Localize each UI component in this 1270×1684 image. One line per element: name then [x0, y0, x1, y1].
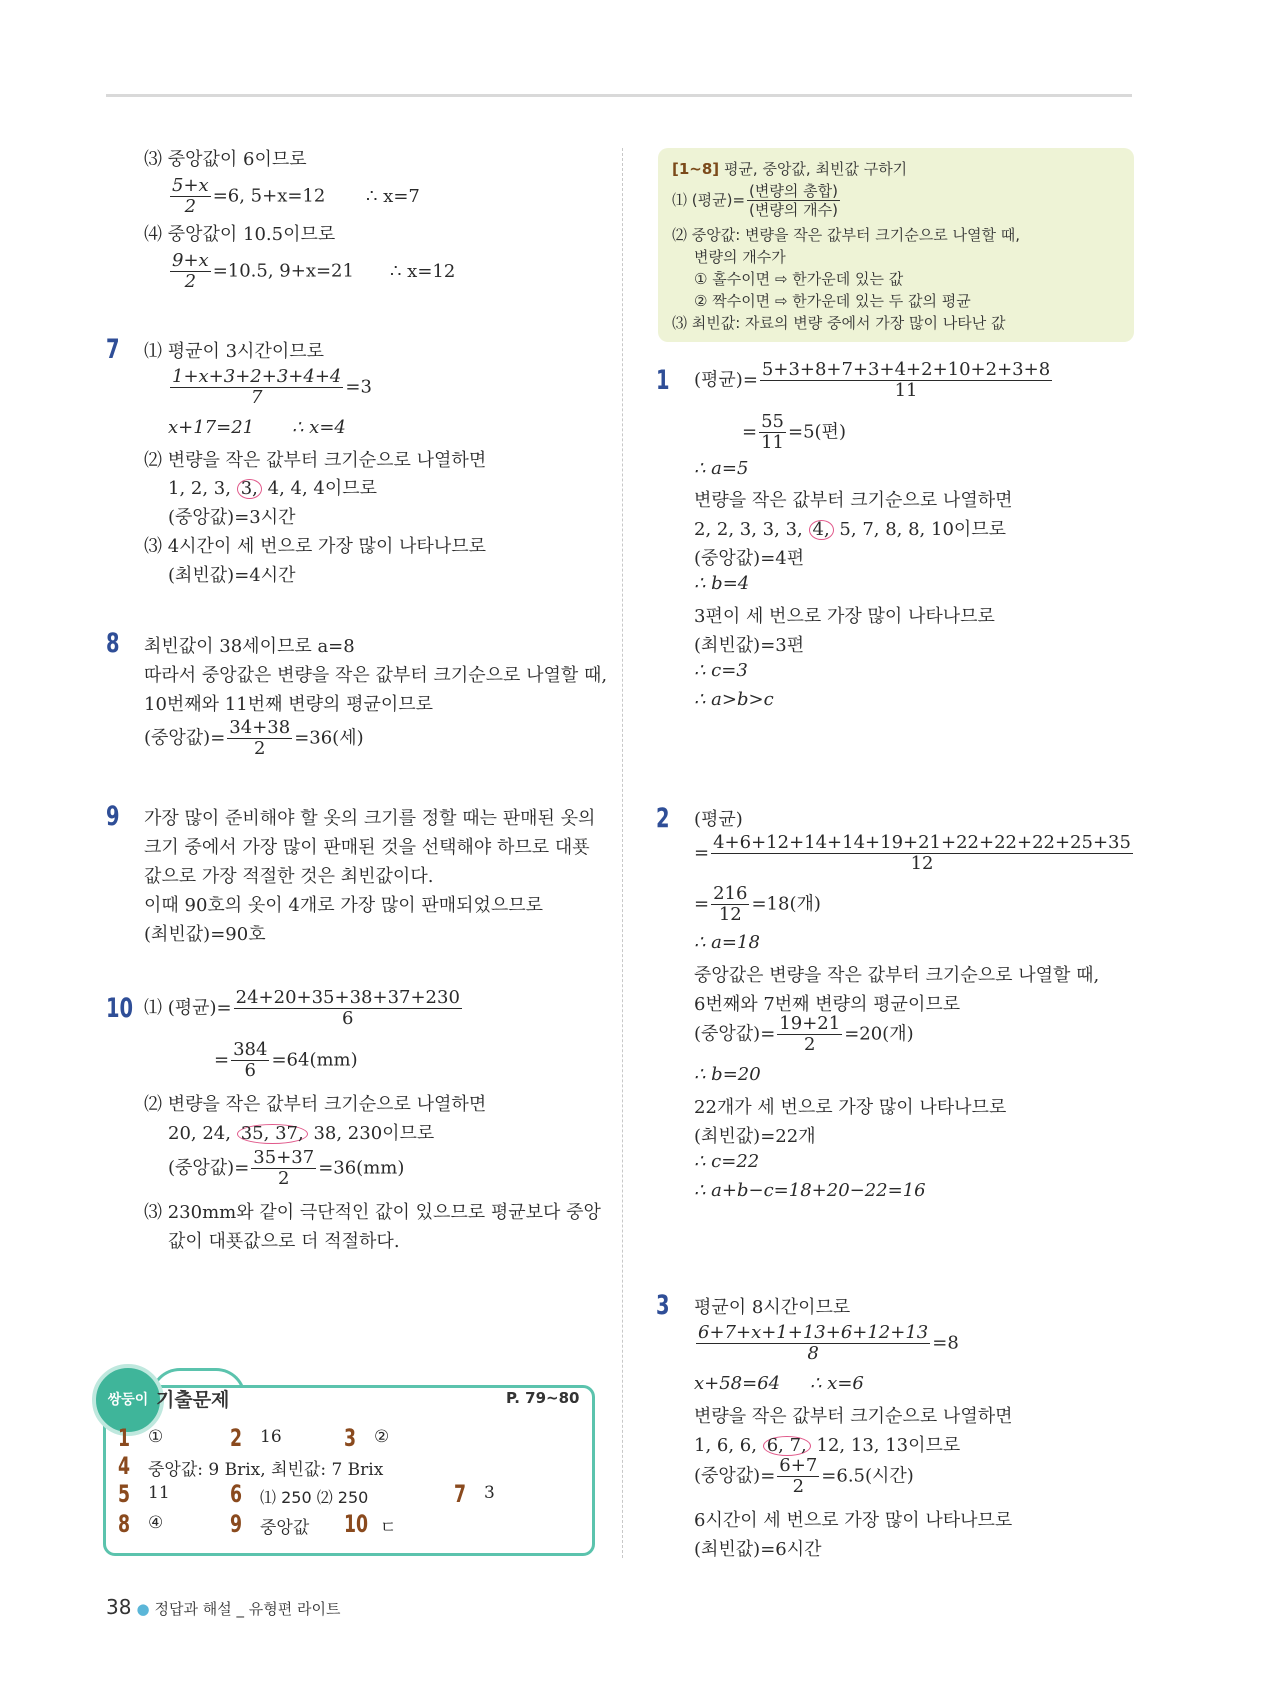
fraction: $\frac{5+x}{2}$	[172, 175, 209, 217]
q7-part2-median: (중앙값)=3시간	[168, 507, 296, 528]
fraction: $\frac{24+20+35+38+37+230}{6}$	[235, 987, 460, 1029]
q7-part1-equation: $\frac{1+x+3+2+3+4+4}{7}$ =3	[172, 366, 372, 408]
q7-part1-label: ⑴ 평균이 3시간이므로	[144, 341, 324, 362]
r3-mode: (최빈값)=6시간	[694, 1539, 822, 1560]
answer-number: 8	[118, 1510, 131, 1538]
answer-value: ⑴ 250 ⑵ 250	[260, 1488, 369, 1507]
r3-sequence: 1, 6, 6, 6, 7, 12, 13, 13이므로	[694, 1435, 961, 1456]
r2-mean: = $\frac{4+6+12+14+14+19+21+22+22+22+25+35}{12}$	[694, 832, 1131, 874]
bullet-icon: ●	[136, 1600, 150, 1618]
summary-box	[658, 148, 1134, 342]
question-number-10: 10	[106, 993, 134, 1024]
r1-compare: ∴ a>b>c	[694, 689, 774, 710]
answer-value: 3	[484, 1483, 495, 1503]
q9-line2: 크기 중에서 가장 많이 판매된 것을 선택해야 하므로 대푯	[144, 837, 590, 858]
q10-part2-median: (중앙값)= $\frac{35+37}{2}$ =36(mm)	[168, 1147, 405, 1189]
q9-line4: 이때 90호의 옷이 4개로 가장 많이 판매되었으므로	[144, 895, 544, 916]
answer-value: 16	[260, 1427, 282, 1447]
answer-number: 9	[230, 1510, 243, 1538]
page-footer	[106, 1595, 341, 1619]
summary-mode: ⑶ 최빈값: 자료의 변량 중에서 가장 많이 나타난 값	[672, 314, 1006, 332]
summary-median-line1: ⑵ 중앙값: 변량을 작은 값부터 크기순으로 나열할 때,	[672, 226, 1021, 244]
answer-value: ④	[148, 1513, 164, 1533]
exam-box-pages: P. 79~80	[506, 1389, 580, 1407]
answer-number: 1	[118, 1424, 131, 1452]
q9-line5: (최빈값)=90호	[144, 924, 266, 945]
answer-number: 10	[344, 1510, 369, 1538]
answer-value: 중앙값	[260, 1518, 310, 1538]
r3-line1: 평균이 8시간이므로	[694, 1297, 851, 1318]
q7-part2-sequence: 1, 2, 3, 3, 4, 4, 4이므로	[168, 478, 378, 499]
r1-sequence: 2, 2, 3, 3, 3, 4, 5, 7, 8, 8, 10이므로	[694, 519, 1007, 540]
page-number: 38	[106, 1595, 132, 1619]
q6-part4-label: ⑷ 중앙값이 10.5이므로	[144, 224, 336, 245]
r2-mode: (최빈값)=22개	[694, 1126, 816, 1147]
r3-line3: 6시간이 세 번으로 가장 많이 나타나므로	[694, 1510, 1013, 1531]
q7-part1-step: x+17=21	[168, 417, 255, 438]
answer-value: ㄷ	[380, 1518, 397, 1538]
r2-line1: 중앙값은 변량을 작은 값부터 크기순으로 나열할 때,	[694, 965, 1100, 986]
q7-part3-label: ⑶ 4시간이 세 번으로 가장 많이 나타나므로	[144, 536, 486, 557]
r3-step: x+58=64	[694, 1373, 781, 1394]
r1-a: ∴ a=5	[694, 458, 749, 479]
q10-part1-result: = $\frac{384}{6}$ =64(mm)	[214, 1039, 358, 1081]
q10-part2-sequence: 20, 24, 35, 37, 38, 230이므로	[168, 1123, 435, 1144]
summary-title: [1~8] 평균, 중앙값, 최빈값 구하기	[672, 160, 908, 178]
fraction: $\frac{19+21}{2}$	[779, 1013, 841, 1055]
fraction: $\frac{\text{(변량의 총합)}}{\text{(변량의 개수)}}$	[749, 182, 838, 219]
r1-b: ∴ b=4	[694, 573, 750, 594]
r2-b: ∴ b=20	[694, 1064, 761, 1085]
r2-mean-label: (평균)	[694, 809, 743, 830]
fraction: $\frac{6+7+x+1+13+6+12+13}{8}$	[698, 1322, 929, 1364]
q7-part3-mode: (최빈값)=4시간	[168, 565, 296, 586]
fraction: $\frac{34+38}{2}$	[229, 717, 291, 759]
q10-part3-line2: 값이 대푯값으로 더 적절하다.	[168, 1231, 400, 1252]
fraction: $\frac{4+6+12+14+14+19+21+22+22+22+25+35}{12}$	[713, 832, 1131, 874]
r3-answer: ∴ x=6	[810, 1373, 864, 1394]
fraction: $\frac{216}{12}$	[713, 883, 748, 925]
q8-line3: 10번째와 11번째 변량의 평균이므로	[144, 694, 434, 715]
q7-part2-label: ⑵ 변량을 작은 값부터 크기순으로 나열하면	[144, 450, 487, 471]
r1-line2: 3편이 세 번으로 가장 많이 나타나므로	[694, 606, 995, 627]
r2-line2: 6번째와 7번째 변량의 평균이므로	[694, 994, 961, 1015]
q9-line3: 값으로 가장 적절한 것은 최빈값이다.	[144, 866, 434, 887]
q8-line1: 최빈값이 38세이므로 a=8	[144, 636, 355, 657]
q6-part3-equation: $\frac{5+x}{2}$ =6, 5+x=12	[172, 175, 326, 217]
r1-c: ∴ c=3	[694, 660, 748, 681]
fraction: $\frac{6+7}{2}$	[779, 1455, 818, 1497]
r2-mean-result: = $\frac{216}{12}$ =18(개)	[694, 883, 821, 925]
answer-value: ①	[148, 1427, 164, 1447]
question-number-3: 3	[656, 1290, 670, 1321]
r2-median: (중앙값)= $\frac{19+21}{2}$ =20(개)	[694, 1013, 914, 1055]
exam-box-title: 기출문제	[156, 1389, 230, 1411]
r1-mean-result: = $\frac{55}{11}$ =5(편)	[742, 411, 846, 453]
r1-mean: (평균)= $\frac{5+3+8+7+3+4+2+10+2+3+8}{11}$	[694, 359, 1051, 401]
r3-line2: 변량을 작은 값부터 크기순으로 나열하면	[694, 1406, 1013, 1427]
q10-part1-mean: ⑴ (평균)= $\frac{24+20+35+38+37+230}{6}$	[144, 987, 460, 1029]
r1-median: (중앙값)=4편	[694, 548, 805, 569]
summary-mean-formula: ⑴ (평균)= $\frac{\text{(변량의 총합)}}{\text{(변량의 개수)}}$	[672, 182, 838, 219]
column-divider	[622, 148, 624, 1558]
summary-median-line2: 변량의 개수가	[694, 248, 786, 266]
q9-line1: 가장 많이 준비해야 할 옷의 크기를 정할 때는 판매된 옷의	[144, 808, 596, 829]
r3-equation: $\frac{6+7+x+1+13+6+12+13}{8}$ =8	[698, 1322, 959, 1364]
question-number-8: 8	[106, 628, 120, 659]
r2-line3: 22개가 세 번으로 가장 많이 나타나므로	[694, 1097, 1007, 1118]
median-circle: 6, 7,	[763, 1436, 811, 1456]
median-circle: 3,	[237, 479, 262, 499]
answer-value: 11	[148, 1483, 170, 1503]
fraction: $\frac{384}{6}$	[233, 1039, 268, 1081]
summary-median-even: ② 짝수이면 ⇨ 한가운데 있는 두 값의 평균	[694, 292, 971, 310]
r2-final: ∴ a+b−c=18+20−22=16	[694, 1180, 926, 1201]
r2-c: ∴ c=22	[694, 1151, 760, 1172]
answer-number: 3	[344, 1424, 357, 1452]
q10-part3-line1: ⑶ 230mm와 같이 극단적인 값이 있으므로 평균보다 중앙	[144, 1202, 601, 1223]
q6-part3-label: ⑶ 중앙값이 6이므로	[144, 149, 307, 170]
q7-part1-answer: ∴ x=4	[292, 417, 346, 438]
r3-median: (중앙값)= $\frac{6+7}{2}$ =6.5(시간)	[694, 1455, 914, 1497]
answer-value: ②	[374, 1427, 390, 1447]
footer-text: 정답과 해설 _ 유형편 라이트	[154, 1600, 341, 1618]
question-number-7: 7	[106, 334, 120, 365]
fraction: $\frac{1+x+3+2+3+4+4}{7}$	[172, 366, 342, 408]
q10-part2-label: ⑵ 변량을 작은 값부터 크기순으로 나열하면	[144, 1094, 487, 1115]
question-number-2: 2	[656, 803, 670, 834]
fraction: $\frac{5+3+8+7+3+4+2+10+2+3+8}{11}$	[761, 359, 1051, 401]
r1-line1: 변량을 작은 값부터 크기순으로 나열하면	[694, 490, 1013, 511]
answer-number: 7	[454, 1480, 467, 1508]
answer-number: 2	[230, 1424, 243, 1452]
fraction: $\frac{55}{11}$	[761, 411, 784, 453]
q8-median: (중앙값)= $\frac{34+38}{2}$ =36(세)	[144, 717, 364, 759]
q6-part3-answer: ∴ x=7	[366, 186, 420, 207]
question-number-9: 9	[106, 801, 120, 832]
q8-line2: 따라서 중앙값은 변량을 작은 값부터 크기순으로 나열할 때,	[144, 665, 608, 686]
answer-value: 중앙값: 9 Brix, 최빈값: 7 Brix	[148, 1460, 384, 1480]
median-circle: 35, 37,	[237, 1124, 308, 1144]
twin-badge: 쌍둥이	[92, 1364, 164, 1436]
answer-number: 6	[230, 1480, 243, 1508]
fraction: $\frac{35+37}{2}$	[253, 1147, 315, 1189]
answer-number: 4	[118, 1452, 131, 1480]
fraction: $\frac{9+x}{2}$	[172, 250, 209, 292]
q6-part4-answer: ∴ x=12	[390, 261, 456, 282]
r1-mode: (최빈값)=3편	[694, 635, 805, 656]
q6-part4-equation: $\frac{9+x}{2}$ =10.5, 9+x=21	[172, 250, 354, 292]
median-circle: 4,	[809, 520, 834, 540]
answer-number: 5	[118, 1480, 131, 1508]
question-number-1: 1	[656, 365, 670, 396]
r2-a: ∴ a=18	[694, 932, 760, 953]
summary-median-odd: ① 홀수이면 ⇨ 한가운데 있는 값	[694, 270, 904, 288]
top-rule	[106, 94, 1132, 97]
